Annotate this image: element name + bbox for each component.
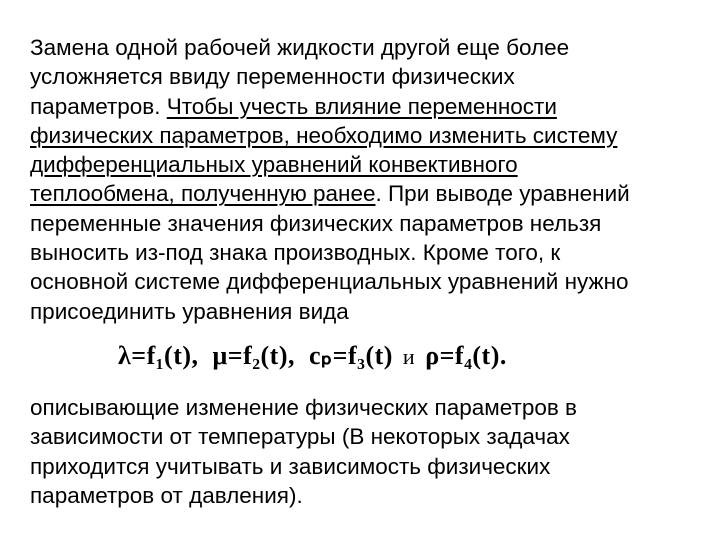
formula-term: cₚ=f₃(t) [309, 341, 393, 370]
text-line: описывающие изменение физических параметров в [30, 395, 577, 420]
text-line: основной системе дифференциальных уравнений нужно [30, 269, 629, 295]
formula-term: λ=f₁(t), [118, 341, 199, 370]
formula [118, 336, 507, 376]
text-line: переменные значения физических параметров нельзя [30, 210, 602, 236]
paragraph-conclusion [30, 393, 710, 510]
formula-conjunction: и [402, 344, 416, 369]
underlined-text: дифференциальных уравнений конвективного [30, 152, 518, 178]
text-line [30, 150, 710, 179]
formula-term: ρ=f₄(t). [425, 341, 507, 370]
text-line [30, 179, 710, 208]
text-line [30, 92, 710, 121]
underlined-text: Чтобы учесть влияние переменности [166, 93, 557, 119]
text-line [30, 121, 710, 150]
text-line: присоединить уравнения вида [30, 298, 349, 324]
formula-term: μ=f₂(t), [212, 341, 295, 370]
underlined-text: физических параметров, необходимо изменить систему [30, 122, 618, 148]
text-line: усложняется ввиду переменности физических [30, 64, 515, 90]
text-line: параметров от давления). [30, 482, 303, 508]
text-line: Замена одной рабочей жидкости другой еще более [30, 35, 570, 60]
underlined-text: теплообмена, полученную ранее [30, 181, 376, 207]
text-line: зависимости от температуры (В некоторых задачах [30, 424, 570, 450]
text-segment: параметров. [30, 93, 167, 119]
text-line: выносить из-под знака производных. Кроме того, к [30, 240, 561, 266]
text-line: приходится учитывать и зависимость физических [30, 453, 551, 479]
text-segment: . При выводе уравнений [375, 181, 630, 207]
paragraph-intro [30, 33, 710, 326]
